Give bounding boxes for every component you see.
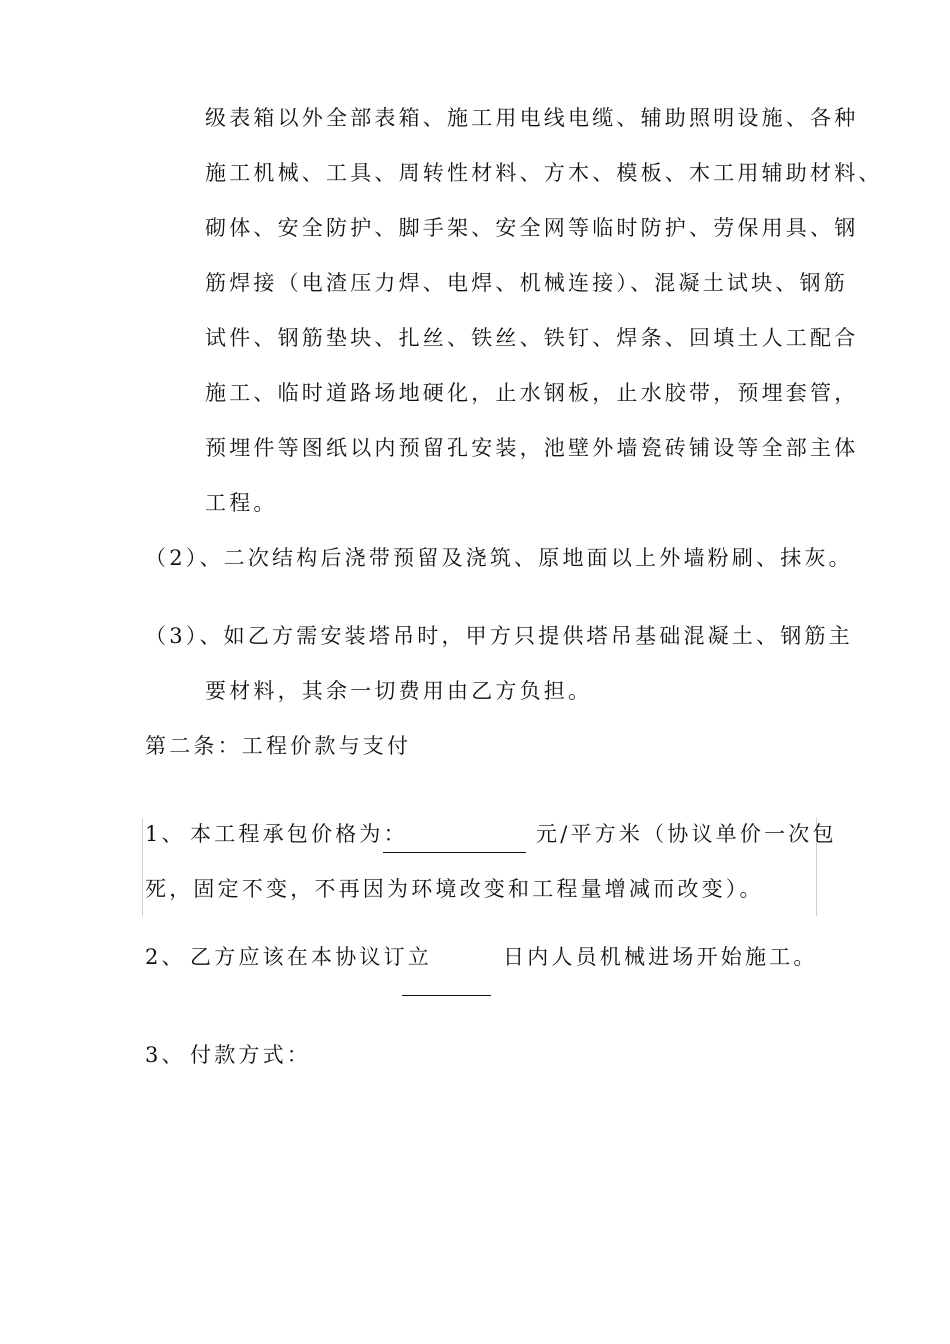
para-line-8: 工程。 [205,491,278,515]
article-2-title: 第二条：工程价款与支付 [145,734,412,758]
entry-days-blank[interactable] [402,995,491,996]
price-number: 1、 [145,822,186,846]
para-line-4: 筋焊接（电渣压力焊、电焊、机械连接）、混凝土试块、钢筋 [205,271,848,295]
payment-number: 3、 [145,1043,186,1067]
entry-number: 2、 [145,945,186,969]
price-frame-left [142,818,143,916]
para-line-7: 预埋件等图纸以内预留孔安装，池壁外墙瓷砖铺设等全部主体 [205,436,859,460]
para-line-1: 级表箱以外全部表箱、施工用电线电缆、辅助照明设施、各种 [205,106,859,130]
price-label: 本工程承包价格为： [190,822,408,846]
para-line-3: 砌体、安全防护、脚手架、安全网等临时防护、劳保用具、钢 [205,216,859,240]
item-3-line-1: （3）、如乙方需安装塔吊时，甲方只提供塔吊基础混凝土、钢筋主 [145,624,853,648]
entry-text-after: 日内人员机械进场开始施工。 [503,945,818,969]
para-line-5: 试件、钢筋垫块、扎丝、铁丝、铁钉、焊条、回填土人工配合 [205,326,859,350]
price-blank[interactable] [383,852,526,853]
entry-text-before: 乙方应该在本协议订立 [190,945,432,969]
price-line-2: 死，固定不变，不再因为环境改变和工程量增减而改变）。 [145,877,764,901]
para-line-2: 施工机械、工具、周转性材料、方木、模板、木工用辅助材料、 [205,161,883,185]
item-3-line-2: 要材料，其余一切费用由乙方负担。 [205,679,593,703]
payment-label: 付款方式： [190,1043,311,1067]
para-line-6: 施工、临时道路场地硬化，止水钢板，止水胶带，预埋套管， [205,381,859,405]
price-unit: 元/平方米（协议单价一次包 [536,822,837,846]
item-2: （2）、二次结构后浇带预留及浇筑、原地面以上外墙粉刷、抹灰。 [145,546,853,570]
